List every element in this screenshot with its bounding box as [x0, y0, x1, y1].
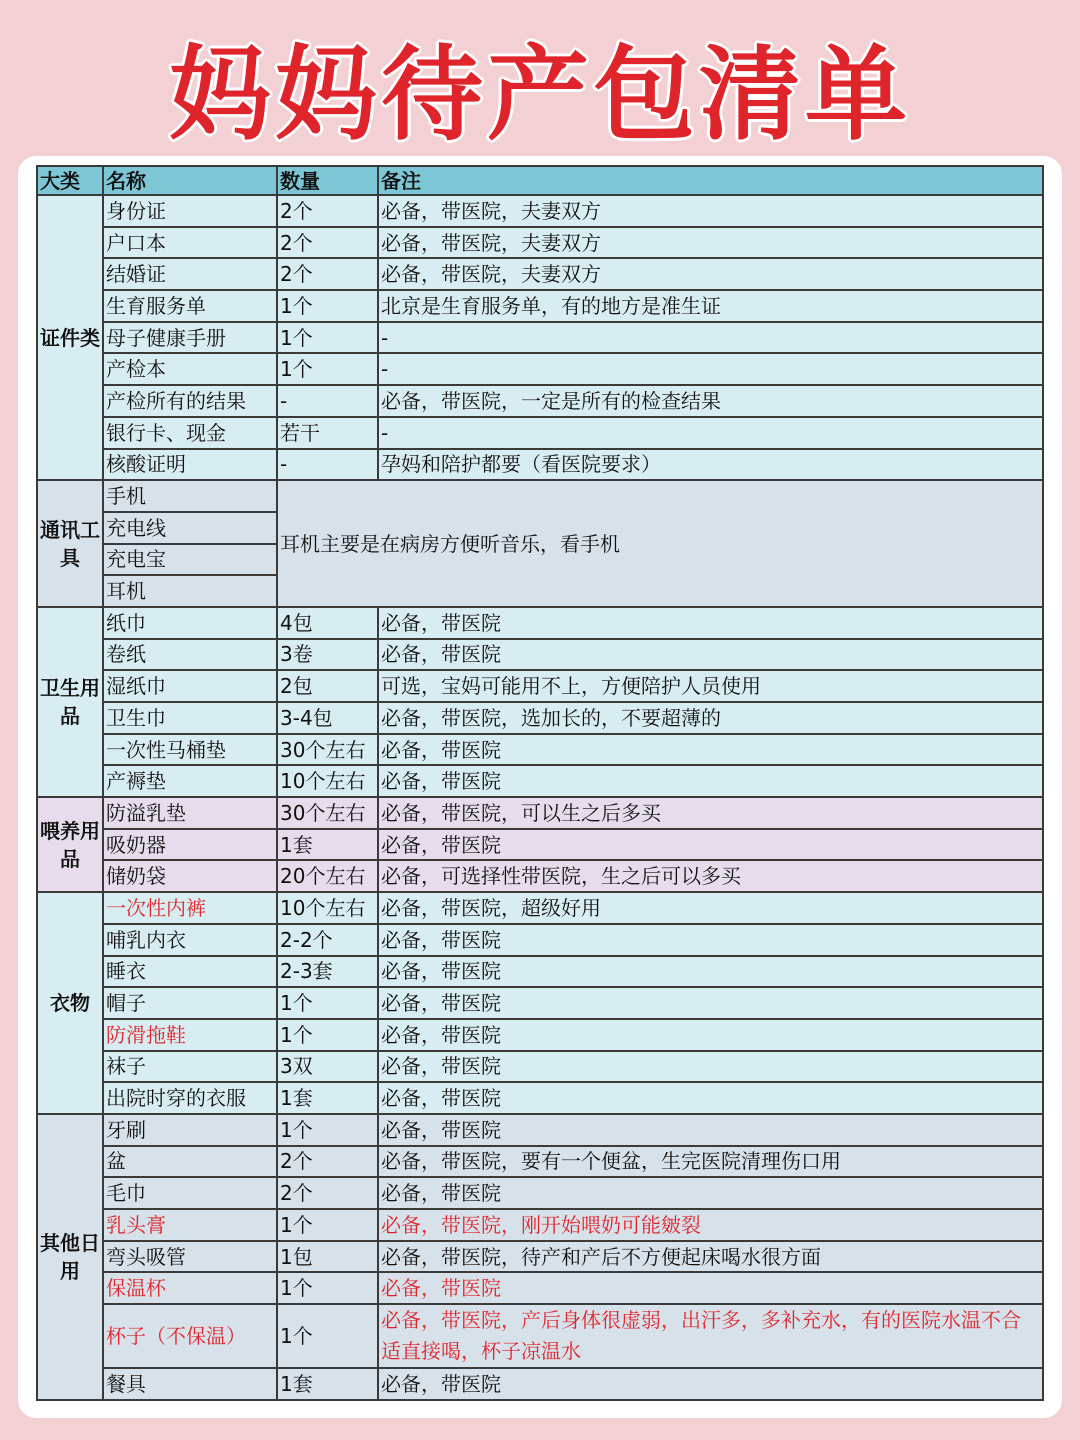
item-qty: 1个 — [277, 1304, 378, 1368]
item-note: 必备，带医院，待产和产后不方便起床喝水很方面 — [378, 1241, 1043, 1273]
table-row — [37, 1019, 1043, 1051]
item-note: 必备，带医院 — [378, 1177, 1043, 1209]
table-row — [37, 1082, 1043, 1114]
item-name: 一次性内裤 — [103, 892, 277, 924]
item-qty: 30个左右 — [277, 797, 378, 829]
item-name: 出院时穿的衣服 — [103, 1082, 277, 1114]
item-name: 产检本 — [103, 353, 277, 385]
category-cell: 卫生用品 — [37, 607, 103, 797]
table-row — [37, 987, 1043, 1019]
item-name: 牙刷 — [103, 1114, 277, 1146]
item-note: 必备，带医院 — [378, 924, 1043, 956]
item-qty: 2个 — [277, 195, 378, 227]
item-note: 必备，带医院 — [378, 987, 1043, 1019]
table-row — [37, 385, 1043, 417]
table-row — [37, 1304, 1043, 1368]
item-name: 吸奶器 — [103, 829, 277, 861]
item-note: 必备，带医院 — [378, 956, 1043, 988]
item-note: 必备，带医院，夫妻双方 — [378, 195, 1043, 227]
item-note: 必备，带医院，产后身体很虚弱，出汗多，多补充水，有的医院水温不合适直接喝，杯子凉温水 — [378, 1304, 1043, 1368]
category-cell: 其他日用 — [37, 1114, 103, 1400]
item-note: 必备，带医院 — [378, 607, 1043, 639]
item-name: 身份证 — [103, 195, 277, 227]
item-qty: 1个 — [277, 353, 378, 385]
item-qty: 2-2个 — [277, 924, 378, 956]
item-qty: 30个左右 — [277, 734, 378, 766]
table-row — [37, 734, 1043, 766]
item-name: 哺乳内衣 — [103, 924, 277, 956]
item-qty: 2个 — [277, 1146, 378, 1178]
item-name: 乳头膏 — [103, 1209, 277, 1241]
item-note: 必备，带医院 — [378, 639, 1043, 671]
table-row — [37, 353, 1043, 385]
item-qty: 1套 — [277, 1082, 378, 1114]
table-row — [37, 860, 1043, 892]
item-name: 餐具 — [103, 1368, 277, 1400]
item-note: 必备，带医院，超级好用 — [378, 892, 1043, 924]
table-row — [37, 417, 1043, 449]
item-note: 必备，带医院 — [378, 1114, 1043, 1146]
table-row — [37, 797, 1043, 829]
table-row — [37, 1177, 1043, 1209]
item-qty: 若干 — [277, 417, 378, 449]
item-note: 必备，带医院，要有一个便盆，生完医院清理伤口用 — [378, 1146, 1043, 1178]
item-name: 保温杯 — [103, 1272, 277, 1304]
item-name: 毛巾 — [103, 1177, 277, 1209]
item-name: 防滑拖鞋 — [103, 1019, 277, 1051]
table-row — [37, 1368, 1043, 1400]
item-note: 孕妈和陪护都要（看医院要求） — [378, 449, 1043, 481]
table-row — [37, 892, 1043, 924]
item-name: 母子健康手册 — [103, 322, 277, 354]
table-row — [37, 290, 1043, 322]
table-row — [37, 924, 1043, 956]
item-qty: 2个 — [277, 227, 378, 259]
item-qty: 1包 — [277, 1241, 378, 1273]
item-note: 必备，带医院，夫妻双方 — [378, 227, 1043, 259]
category-cell: 衣物 — [37, 892, 103, 1114]
table-row — [37, 322, 1043, 354]
item-qty: - — [277, 385, 378, 417]
table-row — [37, 258, 1043, 290]
item-note: 必备，带医院 — [378, 829, 1043, 861]
page-title: 妈妈待产包清单 — [169, 36, 911, 155]
table-row — [37, 639, 1043, 671]
table-row — [37, 702, 1043, 734]
item-name: 卷纸 — [103, 639, 277, 671]
item-name: 银行卡、现金 — [103, 417, 277, 449]
table-row — [37, 1114, 1043, 1146]
item-note: 必备，带医院 — [378, 1019, 1043, 1051]
table-row — [37, 480, 1043, 512]
item-name: 弯头吸管 — [103, 1241, 277, 1273]
table-row — [37, 1051, 1043, 1083]
item-qty: 1个 — [277, 290, 378, 322]
item-note: 必备，带医院 — [378, 734, 1043, 766]
item-note: 可选，宝妈可能用不上，方便陪护人员使用 — [378, 670, 1043, 702]
table-row — [37, 829, 1043, 861]
item-name: 帽子 — [103, 987, 277, 1019]
item-note: 必备，带医院 — [378, 1272, 1043, 1304]
item-name: 产检所有的结果 — [103, 385, 277, 417]
item-note: - — [378, 417, 1043, 449]
item-qty: 1个 — [277, 1209, 378, 1241]
item-qty: 2包 — [277, 670, 378, 702]
item-qty: 1个 — [277, 322, 378, 354]
item-qty: 1个 — [277, 1272, 378, 1304]
item-qty: 1套 — [277, 829, 378, 861]
category-cell: 喂养用品 — [37, 797, 103, 892]
table-row — [37, 765, 1043, 797]
item-name: 手机 — [103, 480, 277, 512]
item-name: 防溢乳垫 — [103, 797, 277, 829]
table-row — [37, 449, 1043, 481]
item-name: 纸巾 — [103, 607, 277, 639]
item-name: 核酸证明 — [103, 449, 277, 481]
item-name: 产褥垫 — [103, 765, 277, 797]
item-note: 必备，带医院，夫妻双方 — [378, 258, 1043, 290]
item-qty: 1个 — [277, 1019, 378, 1051]
item-qty: - — [277, 449, 378, 481]
item-note: - — [378, 322, 1043, 354]
item-name: 结婚证 — [103, 258, 277, 290]
item-name: 袜子 — [103, 1051, 277, 1083]
item-note: 必备，带医院，选加长的，不要超薄的 — [378, 702, 1043, 734]
table-row — [37, 195, 1043, 227]
item-note: 必备，带医院，一定是所有的检查结果 — [378, 385, 1043, 417]
item-note: 必备，带医院 — [378, 1368, 1043, 1400]
item-qty: 3-4包 — [277, 702, 378, 734]
item-name: 湿纸巾 — [103, 670, 277, 702]
item-qty: 3双 — [277, 1051, 378, 1083]
item-qty: 10个左右 — [277, 765, 378, 797]
table-row — [37, 956, 1043, 988]
header-note: 备注 — [378, 166, 1043, 195]
item-name: 盆 — [103, 1146, 277, 1178]
table-row — [37, 1241, 1043, 1273]
item-note: 必备，带医院 — [378, 1051, 1043, 1083]
item-name: 卫生巾 — [103, 702, 277, 734]
item-name: 储奶袋 — [103, 860, 277, 892]
item-name: 户口本 — [103, 227, 277, 259]
table-row — [37, 670, 1043, 702]
item-qty: 4包 — [277, 607, 378, 639]
item-name: 杯子（不保温） — [103, 1304, 277, 1368]
item-note: 必备，带医院，可以生之后多买 — [378, 797, 1043, 829]
category-cell: 证件类 — [37, 195, 103, 480]
table-header — [37, 166, 1043, 195]
item-qty: 1个 — [277, 987, 378, 1019]
item-qty: 1套 — [277, 1368, 378, 1400]
table-row — [37, 227, 1043, 259]
table-row — [37, 1209, 1043, 1241]
item-qty: 2个 — [277, 258, 378, 290]
item-name: 充电宝 — [103, 544, 277, 576]
item-note: 必备，可选择性带医院，生之后可以多买 — [378, 860, 1043, 892]
category-cell: 通讯工具 — [37, 480, 103, 607]
item-name: 睡衣 — [103, 956, 277, 988]
item-name: 生育服务单 — [103, 290, 277, 322]
item-name: 一次性马桶垫 — [103, 734, 277, 766]
merged-note: 耳机主要是在病房方便听音乐，看手机 — [277, 480, 1043, 607]
header-qty: 数量 — [277, 166, 378, 195]
table-row — [37, 1146, 1043, 1178]
item-note: 北京是生育服务单，有的地方是准生证 — [378, 290, 1043, 322]
table-row — [37, 1272, 1043, 1304]
item-note: - — [378, 353, 1043, 385]
item-qty: 2-3套 — [277, 956, 378, 988]
item-note: 必备，带医院 — [378, 765, 1043, 797]
checklist-table — [36, 165, 1044, 1401]
header-category: 大类 — [37, 166, 103, 195]
item-qty: 1个 — [277, 1114, 378, 1146]
item-qty: 3卷 — [277, 639, 378, 671]
item-note: 必备，带医院，刚开始喂奶可能皴裂 — [378, 1209, 1043, 1241]
item-note: 必备，带医院 — [378, 1082, 1043, 1114]
item-qty: 20个左右 — [277, 860, 378, 892]
header-name: 名称 — [103, 166, 277, 195]
item-qty: 2个 — [277, 1177, 378, 1209]
item-name: 耳机 — [103, 575, 277, 607]
item-qty: 10个左右 — [277, 892, 378, 924]
item-name: 充电线 — [103, 512, 277, 544]
table-row — [37, 607, 1043, 639]
